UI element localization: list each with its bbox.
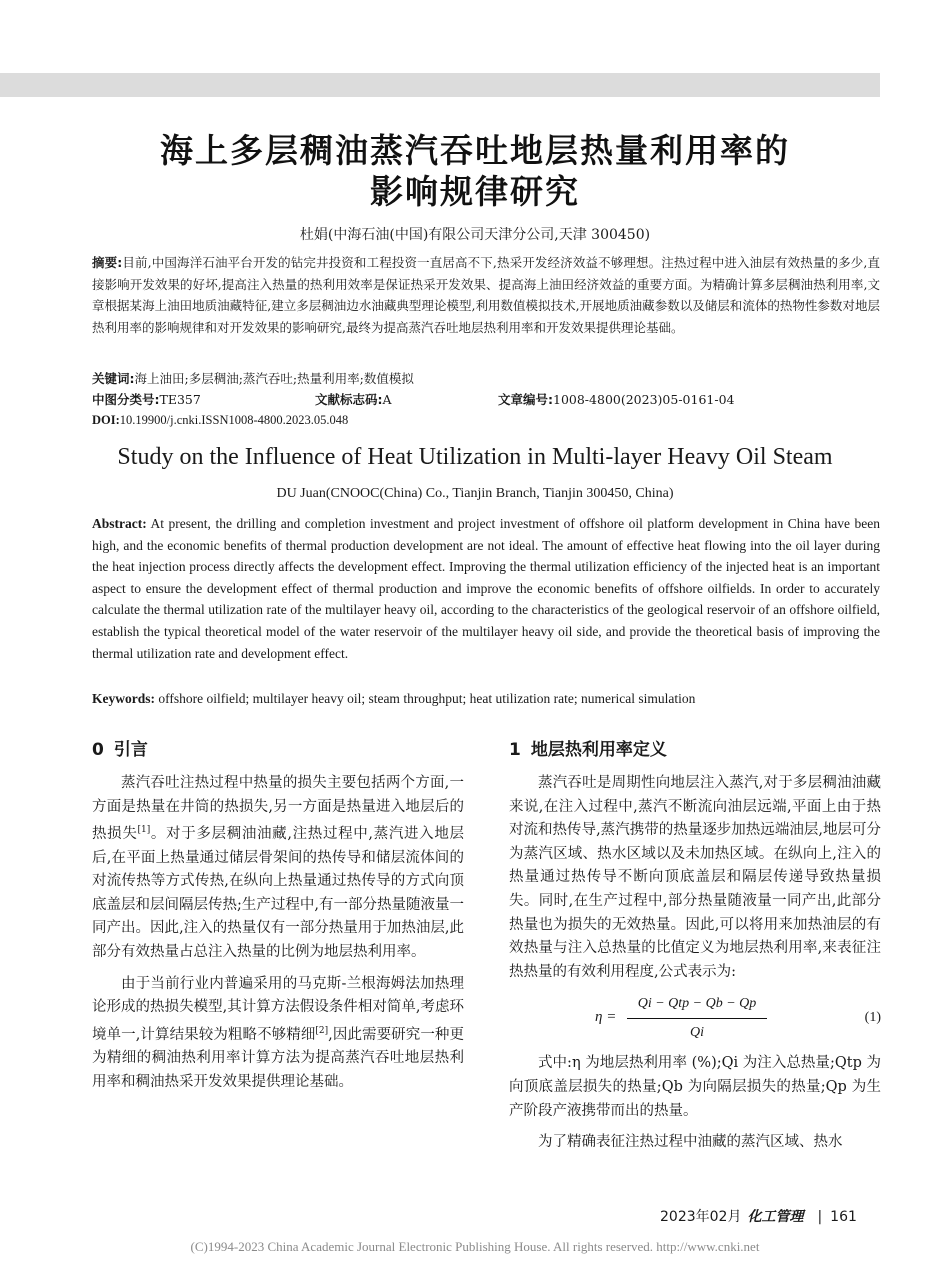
paper-title-line1: 海上多层稠油蒸汽吞吐地层热量利用率的	[160, 131, 790, 170]
section-1-number: 1	[509, 740, 521, 760]
abstract-en	[92, 513, 880, 664]
section-1-title: 地层热利用率定义	[530, 740, 667, 760]
copyright-notice: (C)1994-2023 China Academic Journal Electronic Publishing House. All rights reserved. http://www.cnki.net	[190, 1239, 760, 1254]
doc-code-value: A	[382, 392, 392, 407]
article-number	[498, 390, 734, 408]
equation-1	[509, 992, 881, 1044]
cls-value: TE357	[159, 392, 201, 407]
section-0-heading	[92, 738, 464, 762]
cls-label: 中图分类号:	[92, 392, 160, 407]
equation-fraction	[627, 992, 767, 1044]
citation-2: [2]	[315, 1025, 329, 1036]
section-0-paragraph-1	[92, 772, 464, 965]
section-1-heading	[509, 738, 881, 762]
doi-label: DOI:	[92, 413, 120, 427]
keywords-cn-label: 关键词:	[92, 371, 135, 386]
abstract-cn-label: 摘要:	[92, 255, 123, 270]
classification-number	[92, 390, 201, 408]
article-number-label: 文章编号:	[498, 392, 553, 407]
paper-title-en: Study on the Influence of Heat Utilization in Multi-layer Heavy Oil Steam	[117, 444, 833, 470]
section-0-title: 引言	[113, 740, 148, 760]
section-0-paragraph-2	[92, 973, 464, 1095]
section-0-p1-text-a: 蒸汽吞吐注热过程中热量的损失主要包括两个方面,一方面是热量在井筒的热损失,另一方面是热量进入地层后的热损失	[92, 775, 464, 843]
abstract-en-text: At present, the drilling and completion investment and project investment of offshore oil platform development in China have been high, and the economic benefits of thermal production development are not ideal. The amount of effective heat flowing into the oil layer during the heat injection process directly affects the development effect. Improving the thermal utilization efficiency of the injected heat is an important aspect to ensure the development effect of thermal production and improve the economic benefits of offshore oilfields. In order to accurately calculate the thermal utilization rate of the multilayer heavy oil, according to the characteristics of the geological reservoir of an offshore oilfield, establish the typical theoretical model of the water reservoir of the multilayer heavy oil side, and provide the theoretical basis of improving the thermal utilization rate and development effect.	[92, 516, 880, 661]
author-en: DU Juan(CNOOC(China) Co., Tianjin Branch, Tianjin 300450, China)	[276, 486, 674, 501]
keywords-en-label: Keywords:	[92, 691, 155, 706]
keywords-cn	[92, 369, 880, 387]
header-gray-bar	[0, 73, 880, 97]
abstract-cn-text: 目前,中国海洋石油平台开发的钻完井投资和工程投资一直居高不下,热采开发经济效益不够理想。注热过程中进入油层有效热量的多少,直接影响开发效果的好坏,提高注入热量的热利用效率是保证热采开发效果、提高海上油田经济效益的重要方面。为精确计算多层稠油热利用率,文章根据某海上油田地质油藏特征,建立多层稠油边水油藏典型理论模型,利用数值模拟技术,开展地质油藏参数以及储层和流体的热物性参数对地层热利用率的影响规律和对开发效果的影响研究,最终为提高蒸汽吞吐地层热利用率和开发效果提供理论基础。	[92, 255, 880, 335]
right-column	[509, 738, 881, 1163]
doc-code-label: 文献标志码:	[315, 392, 383, 407]
equation-number: (1)	[864, 1010, 881, 1026]
document-code	[315, 390, 392, 408]
journal-logo: 化工管理	[747, 1209, 804, 1225]
abstract-cn	[92, 252, 880, 338]
footer-date: 2023年02月	[660, 1209, 742, 1225]
section-0-p2-text-a: 由于当前行业内普遍采用的马克斯-兰根海姆法加热理论形成的热损失模型,其计算方法假设条件相对简单,考虑环境单一,计算结果较为粗略不够精细	[92, 975, 464, 1043]
keywords-en	[92, 691, 880, 707]
footer-separator: |	[817, 1209, 823, 1225]
equation-denominator: Qi	[690, 1024, 704, 1040]
page-footer	[660, 1206, 857, 1226]
author-cn: 杜娟(中海石油(中国)有限公司天津分公司,天津 300450)	[299, 227, 651, 243]
paper-title-line2: 影响规律研究	[370, 172, 580, 211]
doi	[92, 413, 348, 428]
section-0-p2-text-b: ,因此需要研究一种更为精细的稠油热利用率计算方法为提高蒸汽吞吐地层热利用率和稠油热采开发效果提供理论基础。	[92, 1026, 465, 1090]
section-1-paragraph-2: 式中:η 为地层热利用率 (%);Qi 为注入总热量;Qtp 为向顶底盖层损失的热量;Qb 为向隔层损失的热量;Qp 为生产阶段产液携带而出的热量。	[509, 1055, 881, 1119]
section-0-number: 0	[92, 740, 104, 760]
citation-1: [1]	[137, 825, 151, 836]
equation-numerator: Qi − Qtp − Qb − Qp	[627, 992, 767, 1019]
doi-value: 10.19900/j.cnki.ISSN1008-4800.2023.05.048	[119, 413, 349, 427]
left-column	[92, 738, 464, 1102]
section-0-p1-text-b: 。对于多层稠油油藏,注热过程中,蒸汽进入地层后,在平面上热量通过储层骨架间的热传导和储层流体间的对流传热等方式传热,在纵向上热量通过热传导的方式向顶底盖层和层间隔层传热;生产过程中,有一部分热量随液量一同产出。因此,注入的热量仅有一部分热量用于加热油层,此部分有效热量占总注入热量的比例为地层热利用率。	[92, 826, 464, 960]
section-1-paragraph-1: 蒸汽吞吐是周期性向地层注入蒸汽,对于多层稠油油藏来说,在注入过程中,蒸汽不断流向油层远端,平面上由于热对流和热传导,蒸汽携带的热量逐步加热远端油层,地层可分为蒸汽区域、热水区域以及未加热区域。在纵向上,注入的热量通过热传导不断向顶底盖层和隔层传递导致热量损失。同时,在生产过程中,部分热量随液量一同产出,此部分热量也为损失的无效热量。因此,可以将用来加热油层的有效热量与注入总热量的比值定义为地层热利用率,来表征注热热量的有效利用程度,公式表示为:	[509, 775, 881, 980]
keywords-cn-text: 海上油田;多层稠油;蒸汽吞吐;热量利用率;数值模拟	[134, 371, 414, 386]
article-number-value: 1008-4800(2023)05-0161-04	[553, 392, 735, 407]
equation-lhs: η =	[595, 1009, 617, 1026]
abstract-en-label: Abstract:	[92, 516, 147, 531]
page-number: 161	[830, 1209, 857, 1225]
keywords-en-text: offshore oilfield; multilayer heavy oil; steam throughput; heat utilization rate; numerical simulation	[158, 691, 696, 706]
section-1-paragraph-3: 为了精确表征注热过程中油藏的蒸汽区域、热水	[538, 1134, 843, 1151]
